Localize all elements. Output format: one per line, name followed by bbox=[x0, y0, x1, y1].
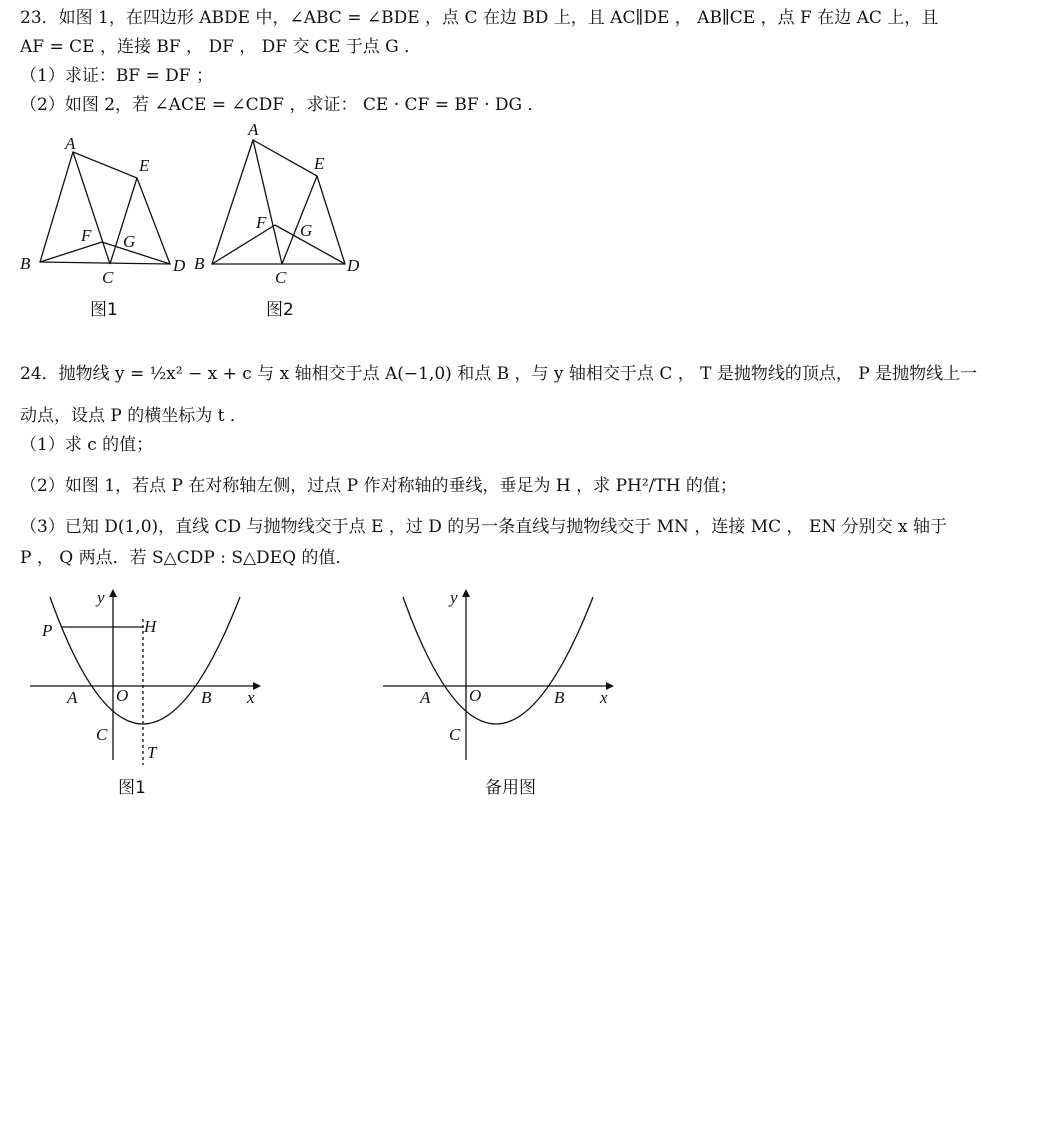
q24-line1: 24．抛物线 y = ½x² − x + c 与 x 轴相交于点 A(−1,0) 和点 B ，与 y 轴相交于点 C ， T 是抛物线的顶点， P 是抛物线上一 bbox=[20, 364, 978, 384]
q23-f1-label-B: B bbox=[20, 254, 31, 273]
q23-f2-label-G: G bbox=[300, 221, 313, 240]
q23-f1-label-C: C bbox=[102, 268, 114, 287]
q23-figure-2 bbox=[190, 115, 370, 325]
q23-line1: 23．如图 1，在四边形 ABDE 中，∠ABC = ∠BDE ，点 C 在边 BD 上，且 AC∥DE ， AB∥CE ，点 F 在边 AC 上，且 bbox=[20, 8, 939, 28]
q23-f2-label-F: F bbox=[256, 213, 267, 232]
q24-f1-label-O: O bbox=[116, 686, 129, 705]
q24-f2-caption: 备用图 bbox=[485, 778, 536, 798]
q23-f2-label-A: A bbox=[248, 120, 259, 139]
q24-f1-label-A: A bbox=[67, 688, 78, 707]
q24-part3a: （3）已知 D(1,0)，直线 CD 与抛物线交于点 E ，过 D 的另一条直线与抛物线交于 MN ，连接 MC ， EN 分别交 x 轴于 bbox=[20, 517, 948, 537]
q24-f2-label-y: y bbox=[450, 588, 458, 607]
q23-f1-label-A: A bbox=[65, 134, 76, 153]
q24-part1: （1）求 c 的值； bbox=[20, 435, 154, 455]
q24-f1-label-x: x bbox=[247, 688, 255, 707]
q23-f1-caption: 图1 bbox=[90, 300, 118, 320]
q23-f1-label-G: G bbox=[123, 232, 136, 251]
q23-f1-label-E: E bbox=[139, 156, 150, 175]
q24-f1-label-T: T bbox=[147, 743, 157, 762]
q24-f1-caption: 图1 bbox=[118, 778, 146, 798]
q24-f1-label-B: B bbox=[201, 688, 212, 707]
q24-f1-label-H: H bbox=[144, 617, 157, 636]
q23-f2-label-B: B bbox=[194, 254, 205, 273]
q24-f1-label-y: y bbox=[97, 588, 105, 607]
q24-f2-label-B: B bbox=[554, 688, 565, 707]
q23-f2-caption: 图2 bbox=[266, 300, 294, 320]
q24-part3b: P ， Q 两点．若 S△CDP : S△DEQ 的值． bbox=[20, 548, 353, 568]
q24-f2-label-C: C bbox=[449, 725, 461, 744]
q23-f2-label-E: E bbox=[314, 154, 325, 173]
q24-f1-label-P: P bbox=[42, 621, 53, 640]
q24-line2: 动点，设点 P 的横坐标为 t ． bbox=[20, 406, 247, 426]
q23-f2-label-D: D bbox=[347, 256, 360, 275]
q24-f2-label-x: x bbox=[600, 688, 608, 707]
q23-part1: （1）求证：BF = DF ； bbox=[20, 66, 213, 86]
q23-part2: （2）如图 2，若 ∠ACE = ∠CDF ，求证： CE · CF = BF · DG ． bbox=[20, 95, 545, 115]
q23-line2: AF = CE ，连接 BF ， DF ， DF 交 CE 于点 G ． bbox=[20, 37, 422, 57]
q23-f1-label-F: F bbox=[81, 226, 92, 245]
q23-figure-1 bbox=[15, 125, 195, 325]
q23-f2-label-C: C bbox=[275, 268, 287, 287]
q24-f2-label-O: O bbox=[469, 686, 482, 705]
q24-figure-1 bbox=[25, 585, 270, 805]
q24-f2-label-A: A bbox=[420, 688, 431, 707]
q23-f1-label-D: D bbox=[173, 256, 186, 275]
q24-part2: （2）如图 1，若点 P 在对称轴左侧，过点 P 作对称轴的垂线，垂足为 H ，求 PH²/TH 的值； bbox=[20, 476, 737, 496]
q24-figure-spare bbox=[378, 585, 623, 805]
q24-f1-label-C: C bbox=[96, 725, 108, 744]
